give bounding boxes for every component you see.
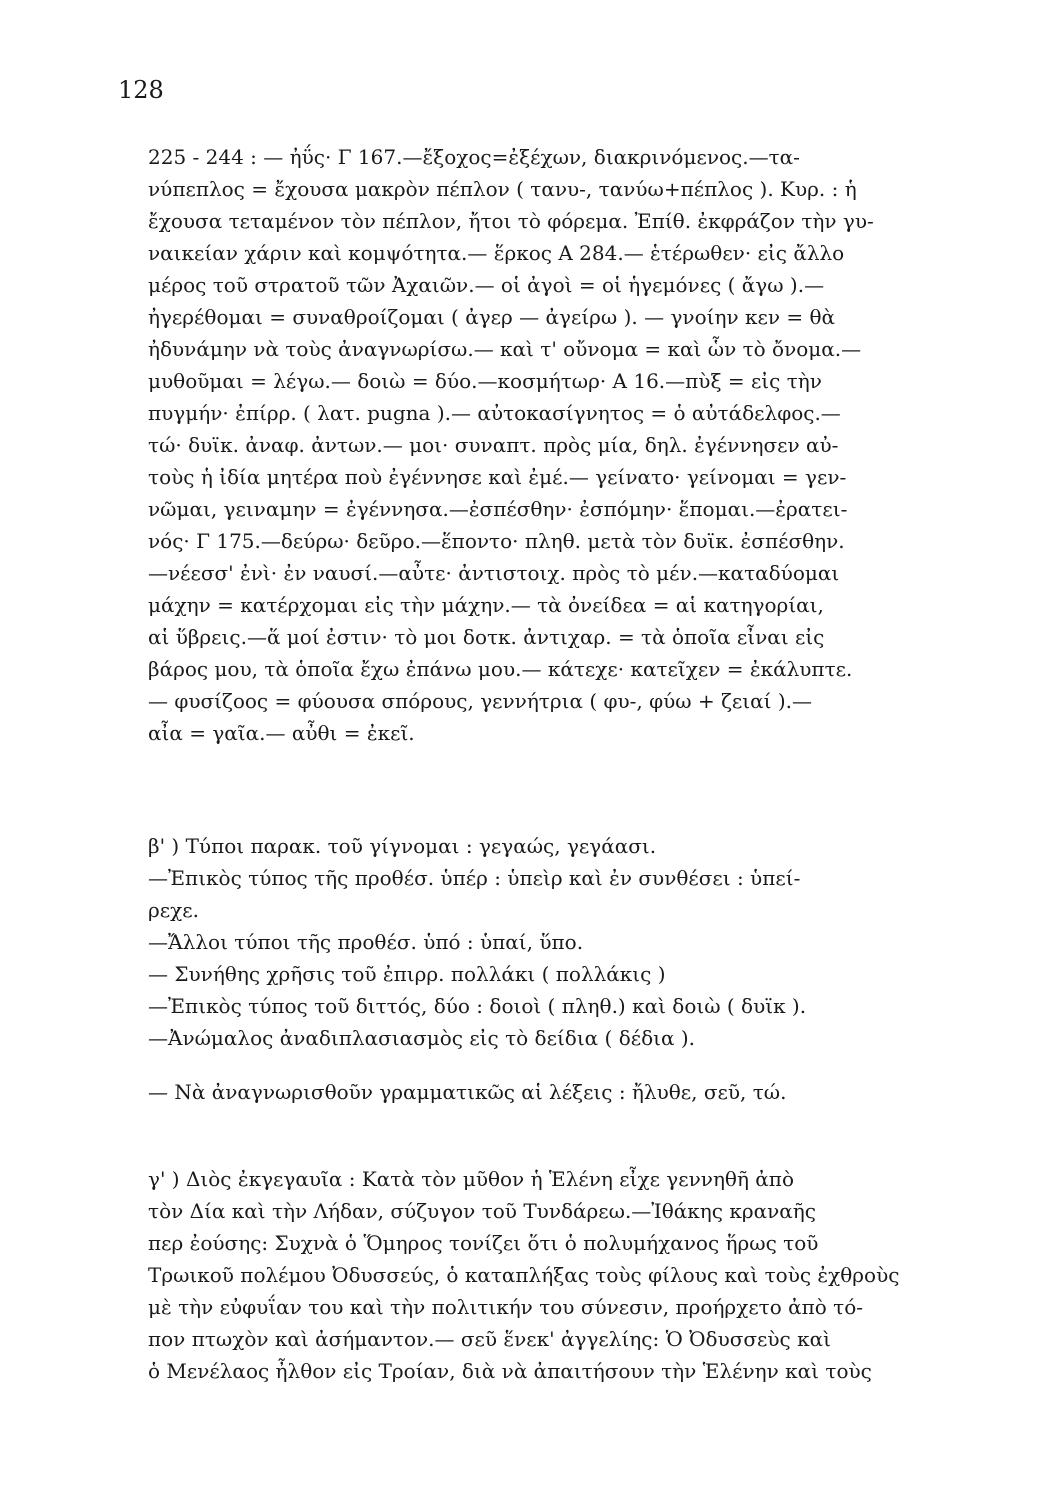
text-line: ἠγερέθομαι = συναθροίζομαι ( ἀγερ — ἀγείρω ). — γνοίην κεν = θὰ bbox=[148, 305, 836, 329]
vocabulary-notes bbox=[148, 141, 963, 749]
commentary-notes bbox=[148, 1163, 963, 1387]
text-line: —Ἄλλοι τύποι τῆς προθέσ. ὑπό : ὑπαί, ὕπο. bbox=[148, 930, 584, 954]
text-line: ναικείαν χάριν καὶ κομψότητα.— ἕρκος Α 284.— ἑτέρωθεν· εἰς ἄλλο bbox=[148, 241, 845, 265]
text-line: — Συνήθης χρῆσις τοῦ ἐπιρρ. πολλάκι ( πολλάκις ) bbox=[148, 962, 666, 986]
text-line: τώ· δυϊκ. ἀναφ. ἀντων.— μοι· συναπτ. πρὸς μία, δηλ. ἐγέννησεν αὐ- bbox=[148, 433, 839, 457]
text-line: 225 - 244 : — ἠΰς· Γ 167.—ἔξοχος=ἐξέχων, διακρινόμενος.—τα- bbox=[148, 145, 800, 169]
text-line: νός· Γ 175.—δεύρω· δεῦρο.—ἕποντο· πληθ. μετὰ τὸν δυϊκ. ἐσπέσθην. bbox=[148, 529, 845, 553]
text-line: αἱ ὕβρεις.—ἅ μοί ἐστιν· τὸ μοι δοτκ. ἀντιχαρ. = τὰ ὁποῖα εἶναι εἰς bbox=[148, 625, 825, 649]
text-line: μὲ τὴν εὐφυΐαν του καὶ τὴν πολιτικήν του σύνεσιν, προήρχετο ἀπὸ τό- bbox=[148, 1295, 864, 1319]
text-line: μέρος τοῦ στρατοῦ τῶν Ἀχαιῶν.— οἱ ἀγοὶ = οἱ ἡγεμόνες ( ἄγω ).— bbox=[148, 273, 825, 297]
text-line: —νέεσσ' ἐνὶ· ἐν ναυσί.—αὖτε· ἀντιστοιχ. πρὸς τὸ μέν.—καταδύομαι bbox=[148, 561, 840, 585]
text-line: μάχην = κατέρχομαι εἰς τὴν μάχην.— τὰ ὀνείδεα = αἱ κατηγορίαι, bbox=[148, 593, 824, 617]
text-line: βάρος μου, τὰ ὁποῖα ἔχω ἐπάνω μου.— κάτεχε· κατεῖχεν = ἐκάλυπτε. bbox=[148, 657, 853, 681]
text-line: ρεχε. bbox=[148, 898, 199, 922]
text-line: πυγμήν· ἐπίρρ. ( λατ. pugna ).— αὐτοκασίγνητος = ὁ αὐτάδελφος.— bbox=[148, 401, 841, 425]
text-line: πον πτωχὸν καὶ ἀσήμαντον.— σεῦ ἕνεκ' ἀγγελίης: Ὁ Ὀδυσσεὺς καὶ bbox=[148, 1327, 831, 1351]
text-line: ὁ Μενέλαος ἦλθον εἰς Τροίαν, διὰ νὰ ἀπαιτήσουν τὴν Ἑλένην καὶ τοὺς bbox=[148, 1359, 872, 1383]
text-line: νύπεπλος = ἔχουσα μακρὸν πέπλον ( τανυ-, τανύω+πέπλος ). Κυρ. : ἡ bbox=[148, 177, 857, 201]
text-line: τὸν Δία καὶ τὴν Λήδαν, σύζυγον τοῦ Τυνδάρεω.—Ἰθάκης κραναῆς bbox=[148, 1199, 816, 1223]
text-line: ἔχουσα τεταμένον τὸν πέπλον, ἤτοι τὸ φόρεμα. Ἐπίθ. ἐκφράζον τὴν γυ- bbox=[148, 209, 874, 233]
text-line: περ ἐούσης: Συχνὰ ὁ Ὅμηρος τονίζει ὅτι ὁ πολυμήχανος ἥρως τοῦ bbox=[148, 1231, 819, 1255]
text-line: — φυσίζοος = φύουσα σπόρους, γεννήτρια ( φυ-, φύω + ζειαί ).— bbox=[148, 689, 812, 713]
text-line: γ' ) Διὸς ἐκγεγαυῖα : Κατὰ τὸν μῦθον ἡ Ἑλένη εἶχε γεννηθῆ ἀπὸ bbox=[148, 1167, 794, 1191]
text-line: αἶα = γαῖα.— αὖθι = ἐκεῖ. bbox=[148, 721, 415, 745]
text-line: —Ἐπικὸς τύπος τῆς προθέσ. ὑπέρ : ὑπεὶρ καὶ ἐν συνθέσει : ὑπεί- bbox=[148, 866, 801, 890]
page-number: 128 bbox=[118, 76, 164, 104]
text-line: τοὺς ἡ ἰδία μητέρα ποὺ ἐγέννησε καὶ ἐμέ.— γείνατο· γείνομαι = γεν- bbox=[148, 465, 847, 489]
text-line: β' ) Τύποι παρακ. τοῦ γίγνομαι : γεγαώς, γεγάασι. bbox=[148, 834, 657, 858]
text-line: Τρωικοῦ πολέμου Ὀδυσσεύς, ὁ καταπλήξας τοὺς φίλους καὶ τοὺς ἐχθροὺς bbox=[148, 1263, 900, 1287]
text-line: νῶμαι, γειναμην = ἐγέννησα.—ἐσπέσθην· ἐσπόμην· ἕπομαι.—ἐρατει- bbox=[148, 497, 848, 521]
text-line: —Ἀνώμαλος ἀναδιπλασιασμὸς εἰς τὸ δείδια ( δέδια ). bbox=[148, 1026, 696, 1050]
text-line: —Ἐπικὸς τύπος τοῦ διττός, δύο : δοιοὶ ( πληθ.) καὶ δοιὼ ( δυϊκ ). bbox=[148, 994, 807, 1018]
exercise-line: — Νὰ ἀναγνωρισθοῦν γραμματικῶς αἱ λέξεις : ἤλυθε, σεῦ, τώ. bbox=[148, 1080, 787, 1104]
grammar-notes bbox=[148, 830, 963, 1108]
text-line: ἠδυνάμην νὰ τοὺς ἀναγνωρίσω.— καὶ τ' οὔνομα = καὶ ὧν τὸ ὄνομα.— bbox=[148, 337, 862, 361]
text-line: μυθοῦμαι = λέγω.— δοιὼ = δύο.—κοσμήτωρ· Α 16.—πὺξ = εἰς τὴν bbox=[148, 369, 822, 393]
